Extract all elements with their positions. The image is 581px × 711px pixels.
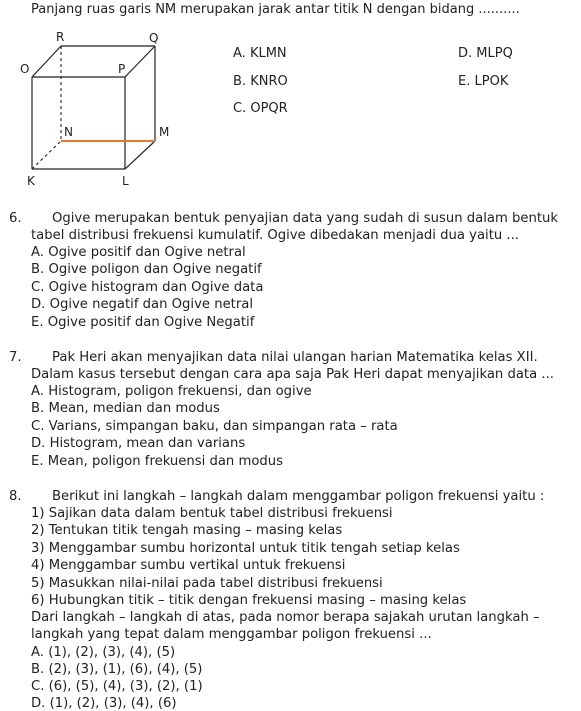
label-R: R bbox=[56, 30, 65, 44]
q7-option-d[interactable]: D. Histogram, mean dan varians bbox=[31, 436, 246, 451]
q5-option-d[interactable]: D. MLPQ bbox=[458, 46, 513, 61]
q8-step-6: 6) Hubungkan titik – titik dengan frekuensi masing – masing kelas bbox=[31, 593, 467, 608]
q8-line1: Berikut ini langkah – langkah dalam menggambar poligon frekuensi yaitu : bbox=[52, 489, 545, 504]
q8-step-2: 2) Tentukan titik tengah masing – masing kelas bbox=[31, 523, 343, 538]
q8-step-5: 5) Masukkan nilai-nilai pada tabel distribusi frekuensi bbox=[31, 576, 383, 591]
q6-option-e[interactable]: E. Ogive positif dan Ogive Negatif bbox=[31, 315, 255, 330]
q7-number: 7. bbox=[9, 350, 22, 365]
q5-option-c[interactable]: C. OPQR bbox=[233, 101, 288, 116]
edge-LM bbox=[125, 141, 155, 169]
q8-para-line1: Dari langkah – langkah di atas, pada nomor berapa sajakah urutan langkah – bbox=[31, 610, 540, 625]
q7-option-e[interactable]: E. Mean, poligon frekuensi dan modus bbox=[31, 454, 283, 469]
q6-line2: tabel distribusi frekuensi kumulatif. Ogive dibedakan menjadi dua yaitu ... bbox=[31, 228, 519, 243]
cube-figure bbox=[18, 28, 188, 193]
q8-option-d[interactable]: D. (1), (2), (3), (4), (6) bbox=[31, 696, 177, 711]
q8-step-3: 3) Menggambar sumbu horizontal untuk titik tengah setiap kelas bbox=[31, 541, 460, 556]
q5-stem: Panjang ruas garis NM merupakan jarak antar titik N dengan bidang .......... bbox=[31, 2, 520, 17]
q5-option-e[interactable]: E. LPOK bbox=[458, 74, 509, 89]
q5-option-a[interactable]: A. KLMN bbox=[233, 46, 287, 61]
q7-option-b[interactable]: B. Mean, median dan modus bbox=[31, 401, 220, 416]
label-O: O bbox=[20, 62, 30, 76]
q6-option-d[interactable]: D. Ogive negatif dan Ogive netral bbox=[31, 297, 254, 312]
q8-option-b[interactable]: B. (2), (3), (1), (6), (4), (5) bbox=[31, 662, 203, 677]
q7-option-a[interactable]: A. Histogram, poligon frekuensi, dan ogive bbox=[31, 384, 312, 399]
edge-KN bbox=[32, 141, 61, 169]
label-Q: Q bbox=[149, 31, 159, 45]
q6-option-c[interactable]: C. Ogive histogram dan Ogive data bbox=[31, 280, 264, 295]
label-K: K bbox=[27, 174, 35, 188]
q6-option-a[interactable]: A. Ogive positif dan Ogive netral bbox=[31, 245, 246, 260]
edge-OR bbox=[32, 46, 61, 77]
q7-option-c[interactable]: C. Varians, simpangan baku, dan simpangan rata – rata bbox=[31, 419, 398, 434]
q8-number: 8. bbox=[9, 489, 22, 504]
q5-option-b[interactable]: B. KNRO bbox=[233, 74, 288, 89]
label-N: N bbox=[64, 125, 73, 139]
label-L: L bbox=[122, 174, 129, 188]
q7-line2: Dalam kasus tersebut dengan cara apa saja Pak Heri dapat menyajikan data ... bbox=[31, 367, 554, 382]
q6-option-b[interactable]: B. Ogive poligon dan Ogive negatif bbox=[31, 262, 262, 277]
label-P: P bbox=[118, 62, 126, 76]
q8-option-a[interactable]: A. (1), (2), (3), (4), (5) bbox=[31, 645, 176, 660]
edge-PQ bbox=[125, 46, 155, 77]
q7-line1: Pak Heri akan menyajikan data nilai ulangan harian Matematika kelas XII. bbox=[52, 350, 538, 365]
q6-number: 6. bbox=[9, 211, 22, 226]
q8-option-c[interactable]: C. (6), (5), (4), (3), (2), (1) bbox=[31, 679, 203, 694]
label-M: M bbox=[159, 125, 170, 139]
q8-para-line2: langkah yang tepat dalam menggambar poligon frekuensi ... bbox=[31, 627, 432, 642]
q8-step-1: 1) Sajikan data dalam bentuk tabel distribusi frekuensi bbox=[31, 506, 393, 521]
q6-line1: Ogive merupakan bentuk penyajian data yang sudah di susun dalam bentuk bbox=[52, 211, 559, 226]
q8-step-4: 4) Menggambar sumbu vertikal untuk frekuensi bbox=[31, 558, 346, 573]
